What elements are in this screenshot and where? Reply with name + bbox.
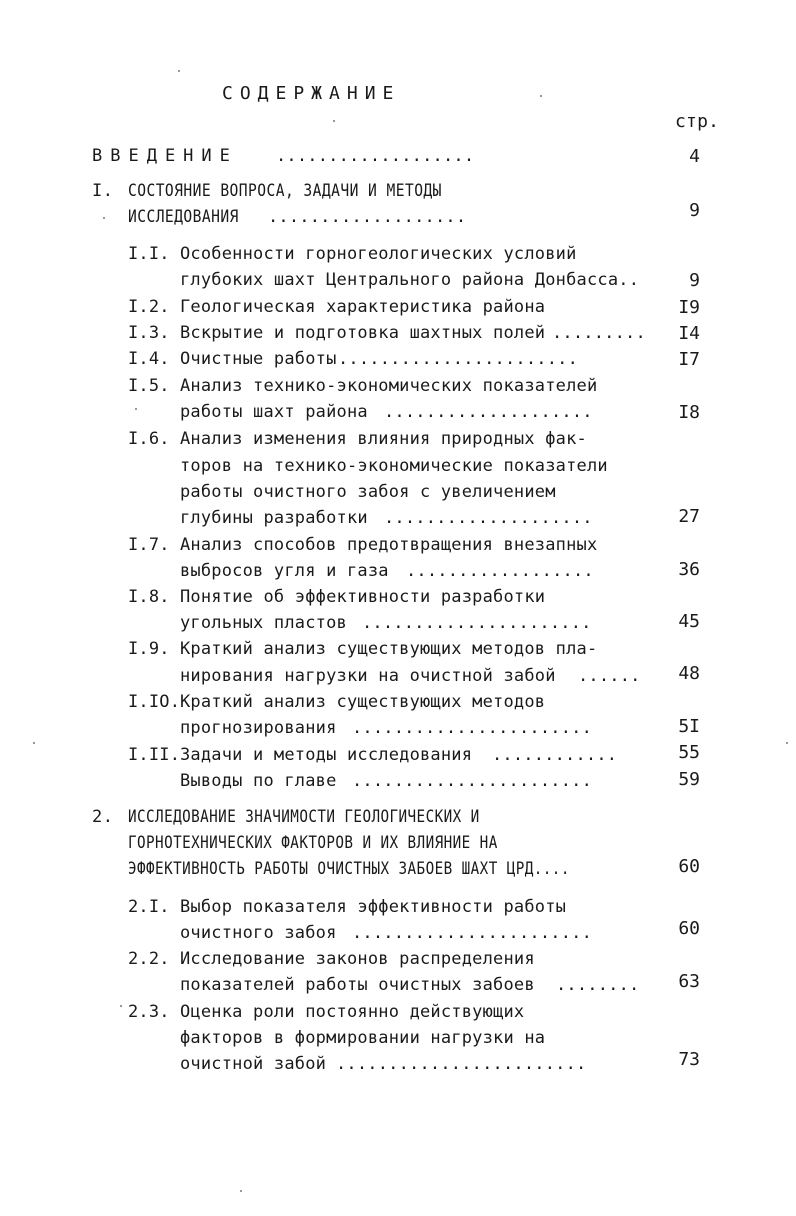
toc-entry-number: 2.2.: [128, 949, 170, 969]
toc-entry-page: 55: [678, 742, 700, 763]
toc-entry-text: Краткий анализ существующих методов: [180, 692, 546, 712]
page-column-header: стр.: [675, 111, 720, 132]
toc-entry-page: 73: [678, 1049, 700, 1070]
toc-entry-text: Анализ способов предотвращения внезапных: [180, 535, 598, 555]
toc-entry-text: СОСТОЯНИЕ ВОПРОСА, ЗАДАЧИ И МЕТОДЫ: [128, 181, 442, 201]
dot-leader: .......................: [338, 349, 579, 369]
toc-entry-number: I.8.: [128, 587, 170, 607]
toc-entry-text: показателей работы очистных забоев: [180, 975, 535, 995]
toc-entry-number: I.II.: [128, 745, 181, 765]
toc-entry-page: I7: [678, 349, 700, 370]
toc-entry-text: Исследование законов распределения: [180, 949, 535, 969]
toc-entry-page: I9: [678, 297, 700, 318]
toc-entry-text: работы очистного забоя с увеличением: [180, 482, 556, 502]
toc-entry-page: 60: [678, 856, 700, 877]
toc-entry-text: глубины разработки: [180, 508, 368, 528]
dot-leader: .........: [552, 323, 646, 343]
toc-entry-page: I8: [678, 402, 700, 423]
toc-entry-text: ЭФФЕКТИВНОСТЬ РАБОТЫ ОЧИСТНЫХ ЗАБОЕВ ШАХТ ЦРД....: [128, 859, 570, 879]
toc-entry-text: работы шахт района: [180, 402, 368, 422]
toc-entry-page: 60: [678, 918, 700, 939]
toc-entry-text: Краткий анализ существующих методов пла-: [180, 639, 598, 659]
toc-entry-number: 2.3.: [128, 1002, 170, 1022]
toc-entry-number: I.2.: [128, 297, 170, 317]
toc-entry-text: Анализ технико-экономических показателей: [180, 376, 598, 396]
toc-entry-text: Очистные работы: [180, 349, 337, 369]
toc-entry-text: ИССЛЕДОВАНИЕ ЗНАЧИМОСТИ ГЕОЛОГИЧЕСКИХ И: [128, 807, 480, 827]
toc-entry-intro-title: ВВЕДЕНИЕ: [92, 146, 238, 166]
toc-entry-text: Задачи и методы исследования: [180, 745, 473, 765]
toc-entry-number: I.9.: [128, 639, 170, 659]
toc-entry-text: прогнозирования: [180, 718, 337, 738]
scan-speck: [333, 120, 335, 122]
toc-entry-text: нирования нагрузки на очистной забой: [180, 666, 556, 686]
toc-entry-number: I.IO.: [128, 692, 181, 712]
dot-leader: ....................: [384, 508, 593, 528]
toc-entry-text: Особенности горногеологических условий: [180, 244, 577, 264]
scan-speck: [178, 70, 180, 72]
toc-entry-number: I.5.: [128, 376, 170, 396]
toc-entry-text: Вскрытие и подготовка шахтных полей: [180, 323, 546, 343]
dot-leader: ........: [556, 975, 640, 995]
scan-speck: [135, 408, 137, 410]
toc-entry-number: I.4.: [128, 349, 170, 369]
toc-entry-number: 2.: [92, 807, 114, 827]
toc-entry-page: 48: [678, 663, 700, 684]
toc-entry-text: Анализ изменения влияния природных фак-: [180, 429, 587, 449]
dot-leader: ............: [492, 745, 618, 765]
toc-entry-text: факторов в формировании нагрузки на: [180, 1028, 546, 1048]
scan-speck: [240, 1190, 242, 1192]
toc-entry-text: Понятие об эффективности разработки: [180, 587, 546, 607]
toc-entry-text: Оценка роли постоянно действующих: [180, 1002, 525, 1022]
toc-entry-page: 9: [689, 270, 700, 291]
toc-entry-page: 9: [689, 200, 700, 221]
toc-entry-number: I.6.: [128, 429, 170, 449]
dot-leader: .......................: [352, 923, 593, 943]
toc-entry-number: I.7.: [128, 535, 170, 555]
toc-entry-number: I.: [92, 181, 114, 201]
scan-speck: [33, 742, 35, 744]
toc-entry-text: выбросов угля и газа: [180, 561, 389, 581]
scan-speck: [540, 95, 542, 97]
toc-entry-page: 59: [678, 769, 700, 790]
dot-leader: ..................: [406, 561, 594, 581]
toc-entry-text: ГОРНОТЕХНИЧЕСКИХ ФАКТОРОВ И ИХ ВЛИЯНИЕ НА: [128, 833, 498, 853]
dot-leader: .......................: [352, 718, 593, 738]
dot-leader: ....................: [384, 402, 593, 422]
toc-entry-text: Выбор показателя эффективности работы: [180, 897, 567, 917]
dot-leader: ...................: [268, 207, 467, 227]
toc-entry-number: I.3.: [128, 323, 170, 343]
toc-entry-text: Геологическая характеристика района: [180, 297, 546, 317]
toc-entry-text: ИССЛЕДОВАНИЯ: [128, 207, 239, 227]
toc-entry-text: глубоких шахт Центрального района Донбасса..: [180, 270, 640, 290]
scan-speck: [103, 217, 105, 219]
scan-speck: [120, 1005, 122, 1007]
page-title: СОДЕРЖАНИЕ: [222, 83, 401, 104]
toc-entry-text: торов на технико-экономические показатели: [180, 456, 608, 476]
toc-entry-page: 63: [678, 971, 700, 992]
dot-leader: ......: [578, 666, 641, 686]
toc-entry-page: 5I: [678, 716, 700, 737]
toc-entry-page: 4: [689, 146, 700, 167]
toc-entry-text: Выводы по главе: [180, 771, 337, 791]
toc-entry-text: угольных пластов: [180, 613, 347, 633]
toc-entry-text: очистного забоя: [180, 923, 337, 943]
toc-entry-page: 36: [678, 559, 700, 580]
toc-entry-number: I.I.: [128, 244, 170, 264]
toc-entry-number: 2.I.: [128, 897, 170, 917]
toc-entry-page: I4: [678, 323, 700, 344]
toc-entry-page: 45: [678, 611, 700, 632]
toc-entry-text: очистной забой: [180, 1054, 327, 1074]
dot-leader: ......................: [362, 613, 592, 633]
dot-leader: ...................: [276, 146, 475, 166]
toc-entry-page: 27: [678, 506, 700, 527]
scan-speck: [786, 742, 788, 744]
dot-leader: .......................: [352, 771, 593, 791]
dot-leader: ........................: [336, 1054, 587, 1074]
